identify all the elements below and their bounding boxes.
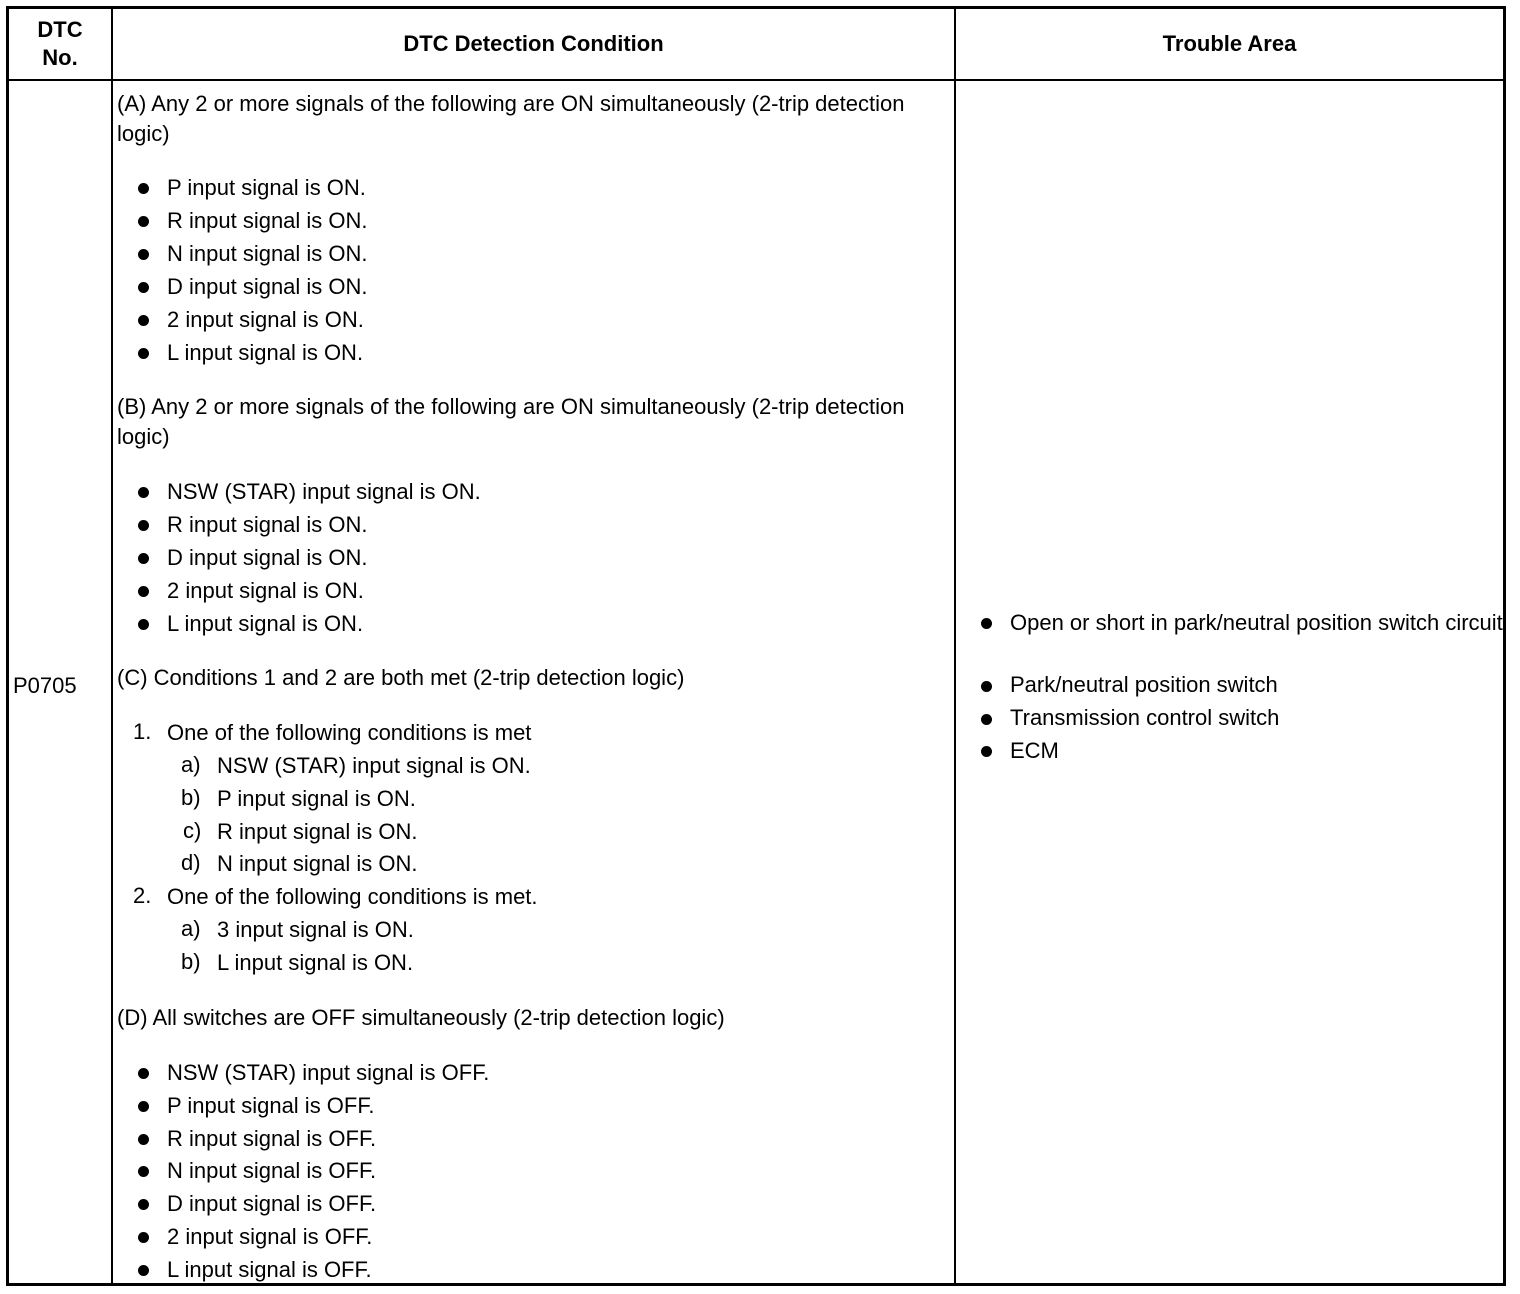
section-a-item: N input signal is ON.	[167, 241, 368, 266]
condition-2-text: One of the following conditions is met.	[167, 884, 538, 909]
section-d-title: (D) All switches are OFF simultaneously (2-trip detection logic)	[117, 1005, 725, 1030]
trouble-area-item: Park/neutral position switch	[1010, 672, 1278, 697]
section-b-item: 2 input signal is ON.	[167, 578, 364, 603]
bullet-icon	[138, 1166, 149, 1177]
header-dtc-no-label: DTC No.	[37, 17, 83, 70]
bullet-icon	[981, 714, 992, 725]
dtc-code: P0705	[13, 673, 77, 698]
bullet-icon	[981, 681, 992, 692]
bullet-icon	[138, 1134, 149, 1145]
section-a-item: P input signal is ON.	[167, 175, 366, 200]
header-divider	[9, 79, 1503, 81]
condition-1-text: One of the following conditions is met	[167, 720, 532, 745]
condition-1-item: N input signal is ON.	[217, 851, 418, 876]
condition-2-item: 3 input signal is ON.	[217, 917, 414, 942]
section-a-item: D input signal is ON.	[167, 274, 368, 299]
section-b-item: D input signal is ON.	[167, 545, 368, 570]
dtc-table	[6, 6, 1506, 1286]
bullet-icon	[981, 618, 992, 629]
trouble-area-item: ECM	[1010, 738, 1059, 763]
column-divider-2	[954, 9, 956, 1283]
bullet-icon	[138, 553, 149, 564]
bullet-icon	[138, 520, 149, 531]
section-b-item: R input signal is ON.	[167, 512, 368, 537]
section-b-title: (B) Any 2 or more signals of the following are ON simultaneously (2-trip detection logic)	[117, 394, 905, 449]
bullet-icon	[138, 487, 149, 498]
section-d-item: 2 input signal is OFF.	[167, 1224, 373, 1249]
bullet-icon	[138, 1265, 149, 1276]
trouble-area-item: Transmission control switch	[1010, 705, 1280, 730]
bullet-icon	[138, 586, 149, 597]
section-a-item: 2 input signal is ON.	[167, 307, 364, 332]
condition-2-item: L input signal is ON.	[217, 950, 414, 975]
sub-letter: d)	[181, 850, 201, 875]
trouble-area-item: Open or short in park/neutral position switch circuit	[1010, 610, 1503, 635]
header-trouble-area: Trouble Area	[1162, 31, 1297, 56]
bullet-icon	[138, 1199, 149, 1210]
bullet-icon	[138, 1068, 149, 1079]
section-b-item: NSW (STAR) input signal is ON.	[167, 479, 481, 504]
sub-letter: c)	[183, 818, 202, 843]
bullet-icon	[138, 619, 149, 630]
bullet-icon	[138, 216, 149, 227]
condition-1-item: R input signal is ON.	[217, 819, 418, 844]
section-a-item: R input signal is ON.	[167, 208, 368, 233]
section-d-item: R input signal is OFF.	[167, 1126, 377, 1151]
bullet-icon	[138, 348, 149, 359]
section-d-item: NSW (STAR) input signal is OFF.	[167, 1060, 490, 1085]
section-d-item: N input signal is OFF.	[167, 1158, 377, 1183]
condition-number-1: 1.	[133, 719, 152, 744]
section-b-item: L input signal is ON.	[167, 611, 364, 636]
column-divider-1	[111, 9, 113, 1283]
condition-number-2: 2.	[133, 883, 152, 908]
bullet-icon	[138, 315, 149, 326]
section-c-title: (C) Conditions 1 and 2 are both met (2-trip detection logic)	[117, 665, 685, 690]
section-d-item: P input signal is OFF.	[167, 1093, 375, 1118]
bullet-icon	[138, 183, 149, 194]
sub-letter: b)	[181, 785, 201, 810]
sub-letter: a)	[181, 916, 201, 941]
section-d-item: D input signal is OFF.	[167, 1191, 377, 1216]
sub-letter: a)	[181, 752, 201, 777]
sub-letter: b)	[181, 949, 201, 974]
header-detection-condition: DTC Detection Condition	[403, 31, 664, 56]
condition-1-item: NSW (STAR) input signal is ON.	[217, 753, 531, 778]
section-a-title: (A) Any 2 or more signals of the following are ON simultaneously (2-trip detection logic)	[117, 91, 905, 146]
section-d-item: L input signal is OFF.	[167, 1257, 372, 1282]
bullet-icon	[981, 746, 992, 757]
bullet-icon	[138, 1101, 149, 1112]
bullet-icon	[138, 249, 149, 260]
header-dtc-no	[9, 9, 111, 79]
bullet-icon	[138, 282, 149, 293]
condition-1-item: P input signal is ON.	[217, 786, 416, 811]
bullet-icon	[138, 1232, 149, 1243]
section-a-item: L input signal is ON.	[167, 340, 364, 365]
